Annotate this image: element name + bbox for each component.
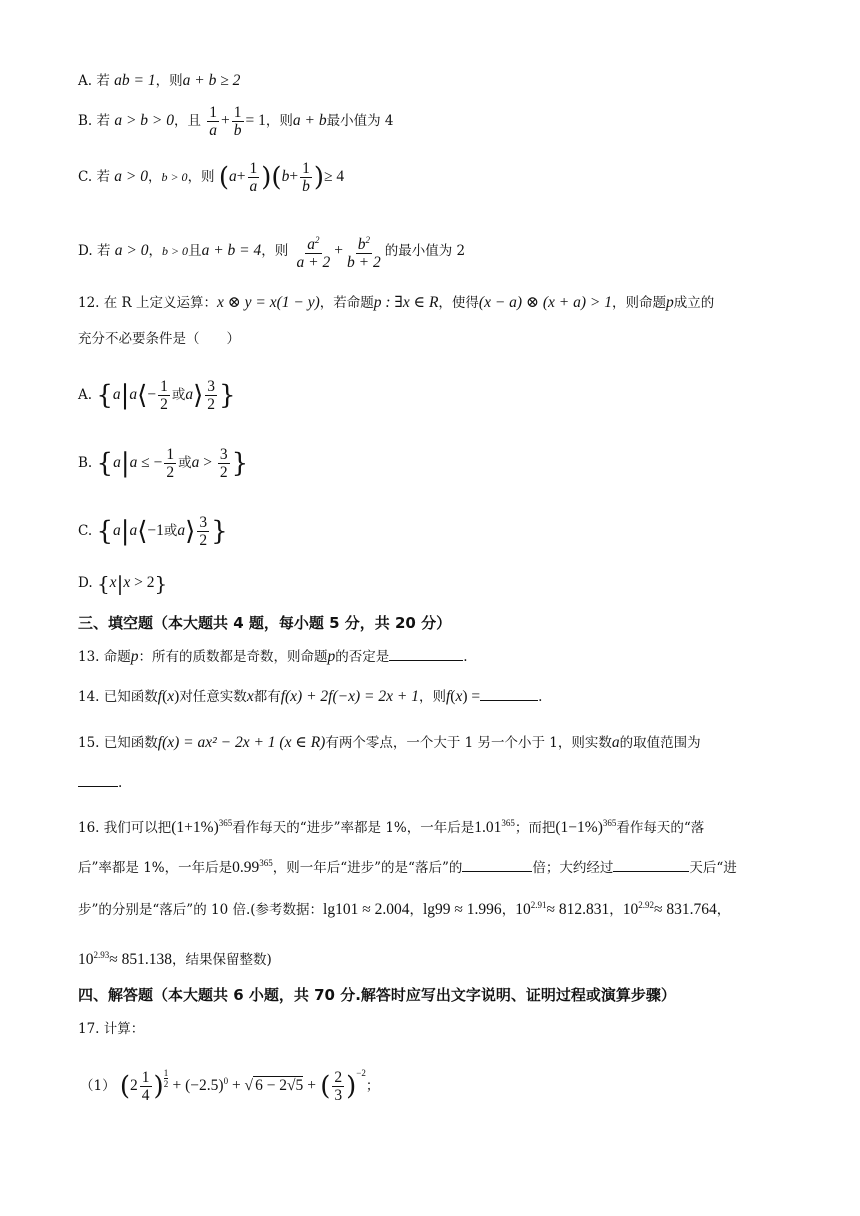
math-expr: a + b xyxy=(292,112,327,129)
question-16-line-2: 后”率都是 1%，一年后是0.99$^{365}$，则一年后“进步”的是“落后”的 倍；大约经过 天后“进 xyxy=(78,858,737,877)
question-15: 15. 已知函数f(x) = ax² − 2x + 1 (x ∈ R)有两个零点，一个大于 1 另一个小于 1，则实数a的取值范围为 xyxy=(78,734,701,751)
math-expr: f(x) = ax² − 2x + 1 (x ∈ R) xyxy=(157,734,326,751)
text: . xyxy=(118,775,123,791)
option-label: B. xyxy=(78,113,93,129)
fraction-b2: $\frac{b^2}{b + 2}$ xyxy=(345,232,383,271)
fraction-a2: $\frac{a^2}{a + 2}$ xyxy=(295,232,333,271)
option-d: D. 若 a > 0，b > 0且a + b = 4，则 $\frac{a^2}{a + 2}$ + $\frac{b^2}{b + 2}$ 的最小值为 2 xyxy=(78,232,800,271)
text: ；而把 xyxy=(514,820,556,837)
text: 对任意实数 xyxy=(179,689,247,705)
question-15-blank-line xyxy=(78,772,800,794)
text: ：所有的质数都是奇数，则命题 xyxy=(138,649,328,665)
fraction-1-over-a: $\frac{1}{a}$ xyxy=(249,160,258,195)
option-label: A. xyxy=(78,387,93,403)
option-label: C. xyxy=(78,169,93,185)
math-expr: p : ∃x ∈ R xyxy=(373,294,439,311)
math-expr: ab = 1 xyxy=(114,72,156,89)
text: . xyxy=(538,689,543,705)
math-expr: a > 0 xyxy=(114,242,149,260)
math-expr: a > b > 0 xyxy=(114,112,174,129)
text: 都有 xyxy=(253,689,281,705)
text: 12. 在 R 上定义运算： xyxy=(78,295,218,311)
text: . xyxy=(463,649,468,665)
text: ，且 xyxy=(173,113,201,129)
question-16-line-4: $10^{2.93}\approx 851.138$，结果保留整数) xyxy=(78,950,272,969)
math-expr: b > 0 xyxy=(161,244,189,259)
text: ，则 xyxy=(187,169,215,185)
reference-value: lg99 ≈ 1.996 xyxy=(422,901,502,919)
text: 若 xyxy=(96,73,110,89)
text: 天后“进 xyxy=(689,860,737,877)
option-b: B. 若 a > b > 0，且 $\frac{1}{a}$ + $\frac{1}{b}$ = 1，则a + b最小值为 4 xyxy=(78,104,394,139)
fraction-1-over-a: $\frac{1}{a}$ xyxy=(209,104,218,139)
text: 16. 我们可以把 xyxy=(78,820,172,837)
math-expr: (x − a) ⊗ (x + a) > 1 xyxy=(478,294,612,311)
text: 的最小值为 2 xyxy=(384,243,466,260)
text: 的否定是 xyxy=(335,649,390,665)
math-expr: a > 0 xyxy=(114,168,148,185)
text: 15. 已知函数 xyxy=(78,735,158,751)
option-label: C. xyxy=(78,523,93,539)
text: 若 xyxy=(96,169,110,185)
question-17-part-1: （1） (2 $\frac{1}{4}$ ) $\frac{1}{2}$ + $(-2.5)^0$ + √ 6 − 2√5 + ( $\frac{2}{3}$ )$^{-2}$； xyxy=(80,1068,380,1104)
text: 最小值为 4 xyxy=(326,113,394,129)
text: ，使得 xyxy=(438,295,479,311)
option-label: D. xyxy=(78,575,93,591)
reference-value: ≈ 831.764 xyxy=(653,901,717,919)
section-4-heading: 四、解答题（本大题共 6 小题，共 70 分.解答时应写出文字说明、证明过程或演算步骤） xyxy=(78,986,676,1004)
question-16-line-3: 步”的分别是“落后”的 10 倍.(参考数据：lg101 ≈ 2.004，lg99 ≈ 1.996，$10^{2.91}\approx 812.831$，$10^{2.92}\approx 831.764$， xyxy=(78,900,731,919)
text: ，结果保留整数) xyxy=(172,952,272,969)
text: ，则一年后“进步”的是“落后”的 xyxy=(272,860,463,877)
answer-blank xyxy=(389,646,463,661)
text: 后”率都是 1%，一年后是 xyxy=(78,860,233,877)
question-12-stem: 12. 在 R 上定义运算：x ⊗ y = x(1 − y)，若命题p : ∃x ∈ R，使得(x − a) ⊗ (x + a) > 1，则命题p成立的 xyxy=(78,294,715,311)
fraction-1-over-b: $\frac{1}{b}$ xyxy=(302,160,310,195)
text: 若 xyxy=(96,113,111,129)
text: 看作每天的“进步”率都是 1%，一年后是 xyxy=(232,820,475,837)
option-label: D. xyxy=(78,243,93,260)
text: 看作每天的“落 xyxy=(616,820,705,837)
option-label: B. xyxy=(78,455,93,471)
question-13: 13. 命题p：所有的质数都是奇数，则命题p的否定是 . xyxy=(78,648,468,665)
answer-blank xyxy=(613,857,689,872)
text: 14. 已知函数 xyxy=(78,689,158,705)
text: 倍；大约经过 xyxy=(532,860,614,877)
option-label: A. xyxy=(78,73,93,89)
text: 充分不必要条件是（ ） xyxy=(78,331,240,347)
text: ，则 xyxy=(265,113,293,129)
answer-blank xyxy=(480,686,538,701)
text: ，则命题 xyxy=(611,295,666,311)
fraction-1-over-b: $\frac{1}{b}$ xyxy=(233,104,242,139)
math-expr: x ⊗ y = x(1 − y) xyxy=(217,294,320,311)
question-14: 14. 已知函数f(x)对任意实数x都有f(x) + 2f(−x) = 2x + 1，则f(x) = . xyxy=(78,688,543,705)
answer-blank xyxy=(462,857,532,872)
text: 17. 计算： xyxy=(78,1021,145,1037)
text: ，则 xyxy=(155,73,183,89)
reference-value: ≈ 812.831 xyxy=(546,901,610,919)
text: ，若命题 xyxy=(319,295,374,311)
text: 的取值范围为 xyxy=(619,735,701,751)
reference-value: lg101 ≈ 2.004 xyxy=(323,901,410,919)
text: （1） xyxy=(80,1078,116,1094)
question-12-option-d: D. {x|x > 2} xyxy=(78,571,168,596)
text: ，则 xyxy=(418,689,446,705)
math-expr: a + b ≥ 2 xyxy=(182,72,241,89)
text: 若 xyxy=(96,243,111,260)
question-12-option-c: C. {a|a⟨−1或a⟩ $\frac{3}{2}$ } xyxy=(78,514,228,549)
math-expr: b > 0 xyxy=(161,170,188,184)
question-12-option-a: A. {a|a⟨− $\frac{1}{2}$ 或a⟩ $\frac{3}{2}$ } xyxy=(78,378,236,413)
text: 且 xyxy=(188,243,202,260)
text: 步”的分别是“落后”的 10 倍.(参考数据： xyxy=(78,902,324,919)
option-c: C. 若 a > 0，b > 0，则 (a+ $\frac{1}{a}$ )(b+ $\frac{1}{b}$ )≥ 4 xyxy=(78,160,345,195)
question-12-stem-2 xyxy=(78,328,800,350)
question-16-line-1: 16. 我们可以把$(1+1\%)^{365}$看作每天的“进步”率都是 1%，一年后是1.01$^{365}$；而把$(1-1\%)^{365}$看作每天的“落 xyxy=(78,818,705,837)
option-a xyxy=(78,70,800,92)
text: 有两个零点，一个大于 1 另一个小于 1，则实数 xyxy=(325,735,612,751)
section-3-heading: 三、填空题（本大题共 4 题，每小题 5 分，共 20 分） xyxy=(78,614,452,632)
question-17 xyxy=(78,1018,800,1040)
text: ，则 xyxy=(261,243,289,260)
text: 成立的 xyxy=(673,295,715,311)
reference-value: ≈ 851.138 xyxy=(109,951,173,969)
text: 13. 命题 xyxy=(78,649,131,665)
answer-blank xyxy=(78,772,118,787)
math-expr: f(x) + 2f(−x) = 2x + 1 xyxy=(280,688,419,705)
question-12-option-b: B. {a|a ≤ − $\frac{1}{2}$ 或a > $\frac{3}{2}$ } xyxy=(78,446,249,481)
math-expr: a + b = 4 xyxy=(201,242,262,260)
